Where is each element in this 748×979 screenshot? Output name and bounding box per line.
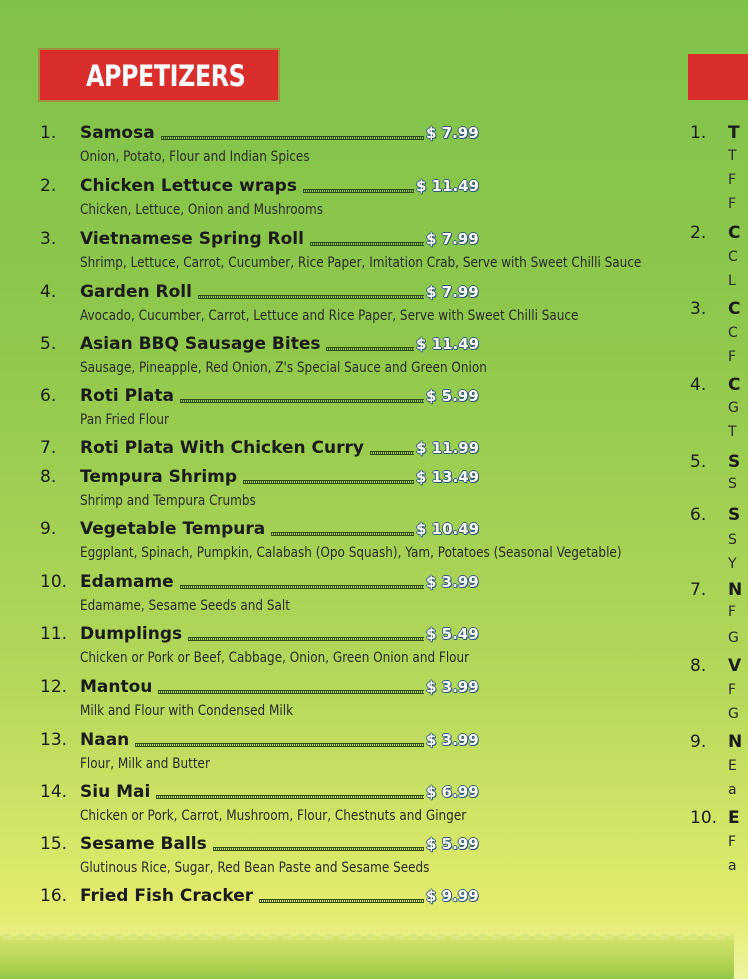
right-item-description-partial: S bbox=[728, 532, 737, 548]
item-number: 12. bbox=[40, 677, 68, 697]
item-name: Chicken Lettuce wraps bbox=[80, 176, 297, 196]
item-name: Sesame Balls bbox=[80, 834, 207, 854]
item-price: $ 6.99 bbox=[426, 783, 479, 801]
right-item-description-partial: F bbox=[728, 196, 737, 212]
item-price: $ 13.49 bbox=[416, 468, 480, 486]
item-name: Vegetable Tempura bbox=[80, 519, 266, 539]
dotted-leader bbox=[180, 585, 424, 589]
item-price: $ 11.99 bbox=[416, 439, 480, 457]
item-number: 7. bbox=[40, 438, 57, 458]
item-name: Garden Roll bbox=[80, 282, 192, 302]
item-description: Pan Fried Flour bbox=[80, 412, 169, 428]
dotted-leader bbox=[213, 847, 424, 851]
right-item-name-partial: C bbox=[728, 299, 741, 319]
right-item-description-partial: E bbox=[728, 758, 737, 774]
right-item-number: 9. bbox=[690, 732, 707, 752]
item-description: Glutinous Rice, Sugar, Red Bean Paste and Sesame Seeds bbox=[80, 860, 430, 876]
right-item-number: 8. bbox=[690, 656, 707, 676]
item-price: $ 7.99 bbox=[426, 283, 479, 301]
right-item-number: 5. bbox=[690, 452, 707, 472]
dotted-leader bbox=[271, 532, 414, 536]
bottom-scallop-border bbox=[0, 926, 734, 940]
menu-item bbox=[0, 728, 520, 752]
menu-item bbox=[0, 832, 520, 856]
item-description: Milk and Flour with Condensed Milk bbox=[80, 703, 294, 719]
right-item-description-partial: T bbox=[728, 148, 737, 164]
item-name: Asian BBQ Sausage Bites bbox=[80, 334, 321, 354]
item-price: $ 5.49 bbox=[426, 625, 479, 643]
item-description: Sausage, Pineapple, Red Onion, Z's Special Sauce and Green Onion bbox=[80, 360, 487, 376]
bottom-wave-band bbox=[0, 936, 734, 979]
item-number: 14. bbox=[40, 782, 68, 802]
item-name: Siu Mai bbox=[80, 782, 151, 802]
menu-item bbox=[0, 517, 520, 541]
menu-item bbox=[0, 780, 520, 804]
right-item-name-partial: T bbox=[728, 123, 740, 143]
menu-item bbox=[0, 436, 520, 460]
item-number: 3. bbox=[40, 229, 57, 249]
item-number: 9. bbox=[40, 519, 57, 539]
item-number: 4. bbox=[40, 282, 57, 302]
item-price: $ 10.49 bbox=[416, 520, 480, 538]
item-description: Chicken, Lettuce, Onion and Mushrooms bbox=[80, 202, 324, 218]
item-description: Avocado, Cucumber, Carrot, Lettuce and Rice Paper, Serve with Sweet Chilli Sauce bbox=[80, 308, 579, 324]
right-item-number: 2. bbox=[690, 223, 707, 243]
dotted-leader bbox=[180, 399, 424, 403]
right-item-name-partial: E bbox=[728, 808, 740, 828]
item-description: Onion, Potato, Flour and Indian Spices bbox=[80, 149, 310, 165]
item-price: $ 3.99 bbox=[426, 731, 479, 749]
item-number: 16. bbox=[40, 886, 68, 906]
right-item-name-partial: S bbox=[728, 505, 741, 525]
menu-item bbox=[0, 570, 520, 594]
right-item-name-partial: C bbox=[728, 375, 741, 395]
item-price: $ 5.99 bbox=[426, 387, 479, 405]
right-section-banner bbox=[688, 54, 748, 100]
right-item-description-partial: F bbox=[728, 172, 737, 188]
dotted-leader bbox=[135, 743, 424, 747]
dotted-leader bbox=[158, 690, 424, 694]
item-description: Shrimp, Lettuce, Carrot, Cucumber, Rice Paper, Imitation Crab, Serve with Sweet Chilli Sauce bbox=[80, 255, 642, 271]
item-name: Dumplings bbox=[80, 624, 183, 644]
item-name: Fried Fish Cracker bbox=[80, 886, 254, 906]
right-item-name-partial: V bbox=[728, 656, 742, 676]
menu-item bbox=[0, 884, 520, 908]
item-number: 15. bbox=[40, 834, 68, 854]
right-item-description-partial: F bbox=[728, 604, 737, 620]
item-price: $ 11.49 bbox=[416, 177, 480, 195]
menu-item bbox=[0, 174, 520, 198]
right-item-description-partial: S bbox=[728, 476, 737, 492]
item-description: Eggplant, Spinach, Pumpkin, Calabash (Opo Squash), Yam, Potatoes (Seasonal Vegetable) bbox=[80, 545, 622, 561]
item-price: $ 3.99 bbox=[426, 573, 479, 591]
item-number: 2. bbox=[40, 176, 57, 196]
item-description: Flour, Milk and Butter bbox=[80, 756, 210, 772]
menu-item bbox=[0, 622, 520, 646]
item-name: Naan bbox=[80, 730, 130, 750]
right-item-description-partial: a bbox=[728, 858, 737, 874]
right-item-description-partial: C bbox=[728, 249, 738, 265]
menu-item bbox=[0, 384, 520, 408]
item-description: Edamame, Sesame Seeds and Salt bbox=[80, 598, 290, 614]
item-description: Chicken or Pork or Beef, Cabbage, Onion, Green Onion and Flour bbox=[80, 650, 470, 666]
dotted-leader bbox=[370, 451, 414, 455]
menu-item bbox=[0, 675, 520, 699]
item-name: Mantou bbox=[80, 677, 153, 697]
dotted-leader bbox=[310, 242, 424, 246]
right-item-number: 7. bbox=[690, 580, 707, 600]
item-number: 10. bbox=[40, 572, 68, 592]
item-number: 6. bbox=[40, 386, 57, 406]
item-name: Samosa bbox=[80, 123, 155, 143]
menu-item bbox=[0, 227, 520, 251]
item-price: $ 7.99 bbox=[426, 230, 479, 248]
menu-item bbox=[0, 465, 520, 489]
right-item-name-partial: N bbox=[728, 580, 743, 600]
item-price: $ 3.99 bbox=[426, 678, 479, 696]
dotted-leader bbox=[198, 295, 424, 299]
dotted-leader bbox=[156, 795, 424, 799]
right-item-description-partial: C bbox=[728, 325, 738, 341]
dotted-leader bbox=[188, 637, 424, 641]
item-description: Shrimp and Tempura Crumbs bbox=[80, 493, 256, 509]
menu-item bbox=[0, 332, 520, 356]
right-item-description-partial: T bbox=[728, 424, 737, 440]
item-description: Chicken or Pork, Carrot, Mushroom, Flour, Chestnuts and Ginger bbox=[80, 808, 467, 824]
item-number: 11. bbox=[40, 624, 68, 644]
item-price: $ 5.99 bbox=[426, 835, 479, 853]
right-item-name-partial: C bbox=[728, 223, 741, 243]
item-price: $ 7.99 bbox=[426, 124, 479, 142]
right-item-description-partial: G bbox=[728, 706, 739, 722]
item-name: Edamame bbox=[80, 572, 174, 592]
right-item-description-partial: F bbox=[728, 349, 737, 365]
dotted-leader bbox=[243, 480, 414, 484]
item-name: Tempura Shrimp bbox=[80, 467, 238, 487]
right-item-number: 1. bbox=[690, 123, 707, 143]
right-item-description-partial: a bbox=[728, 782, 737, 798]
dotted-leader bbox=[303, 189, 414, 193]
menu-item bbox=[0, 280, 520, 304]
dotted-leader bbox=[326, 347, 414, 351]
right-item-number: 6. bbox=[690, 505, 707, 525]
item-name: Vietnamese Spring Roll bbox=[80, 229, 304, 249]
right-item-description-partial: F bbox=[728, 834, 737, 850]
item-number: 1. bbox=[40, 123, 57, 143]
item-number: 13. bbox=[40, 730, 68, 750]
right-item-name-partial: S bbox=[728, 452, 741, 472]
dotted-leader bbox=[259, 899, 424, 903]
right-item-description-partial: G bbox=[728, 630, 739, 646]
right-item-description-partial: G bbox=[728, 400, 739, 416]
right-item-description-partial: L bbox=[728, 273, 736, 289]
menu-item bbox=[0, 121, 520, 145]
item-name: Roti Plata bbox=[80, 386, 174, 406]
item-number: 8. bbox=[40, 467, 57, 487]
dotted-leader bbox=[161, 136, 424, 140]
item-number: 5. bbox=[40, 334, 57, 354]
right-item-description-partial: F bbox=[728, 682, 737, 698]
item-price: $ 11.49 bbox=[416, 335, 480, 353]
right-item-number: 3. bbox=[690, 299, 707, 319]
right-item-description-partial: Y bbox=[728, 556, 737, 572]
right-item-number: 4. bbox=[690, 375, 707, 395]
right-item-name-partial: N bbox=[728, 732, 743, 752]
right-item-number: 10. bbox=[690, 808, 718, 828]
item-name: Roti Plata With Chicken Curry bbox=[80, 438, 364, 458]
item-price: $ 9.99 bbox=[426, 887, 479, 905]
section-title: APPETIZERS bbox=[86, 59, 246, 93]
